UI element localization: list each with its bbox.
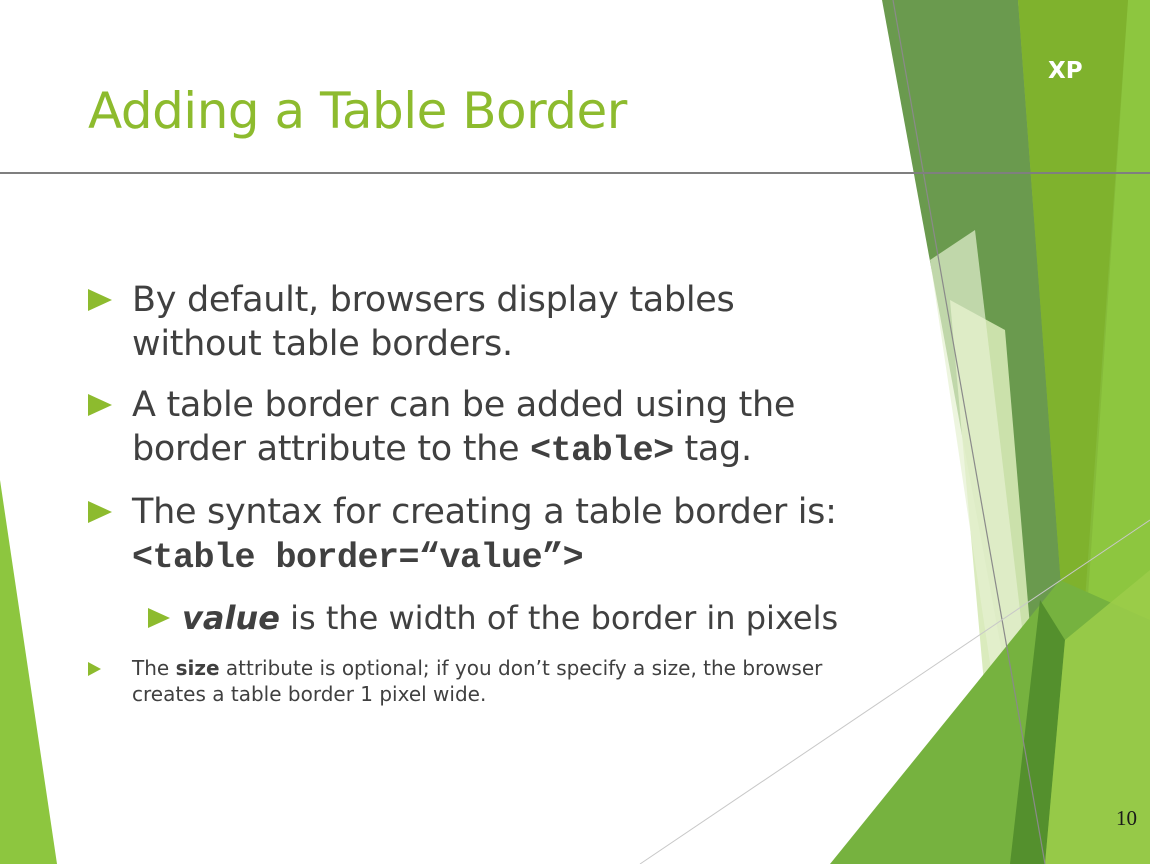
slide-title: Adding a Table Border: [88, 82, 627, 140]
bullet-border-attribute: [88, 383, 858, 473]
bullet-text-end: attribute is optional; if you don’t specify a size, the browser creates a table border 1 pixel wide.: [132, 656, 823, 706]
bullet-text: The: [132, 656, 176, 680]
bullet-size-optional-note: [88, 655, 858, 707]
bullet-arrow-icon: [88, 289, 112, 311]
title-divider: [0, 172, 1150, 174]
term-value: value: [182, 599, 280, 637]
bullet-text: is the width of the border in pixels: [279, 599, 839, 637]
xp-badge: XP: [1048, 58, 1083, 84]
bullet-arrow-icon: [148, 608, 170, 628]
bullet-list: [88, 278, 858, 707]
bullet-default-no-borders: [88, 278, 858, 366]
bullet-text: The syntax for creating a table border is:: [132, 492, 837, 532]
bullet-arrow-icon: [88, 501, 112, 523]
bullet-arrow-icon: [88, 394, 112, 416]
sub-bullet-value-definition: [148, 597, 858, 639]
bullet-text: By default, browsers display tables without table borders.: [132, 280, 735, 364]
term-size: size: [175, 656, 220, 680]
bullet-text: A table border can be added using the border attribute to the: [132, 385, 796, 469]
decor-left-wedge: [0, 480, 57, 864]
code-table-tag: <table>: [530, 431, 674, 471]
bullet-arrow-icon: [88, 662, 101, 676]
page-number: 10: [1116, 806, 1137, 830]
code-table-border-syntax: <table border=“value”>: [132, 538, 584, 578]
bullet-syntax: [88, 490, 858, 580]
bullet-text-end: tag.: [673, 429, 752, 469]
